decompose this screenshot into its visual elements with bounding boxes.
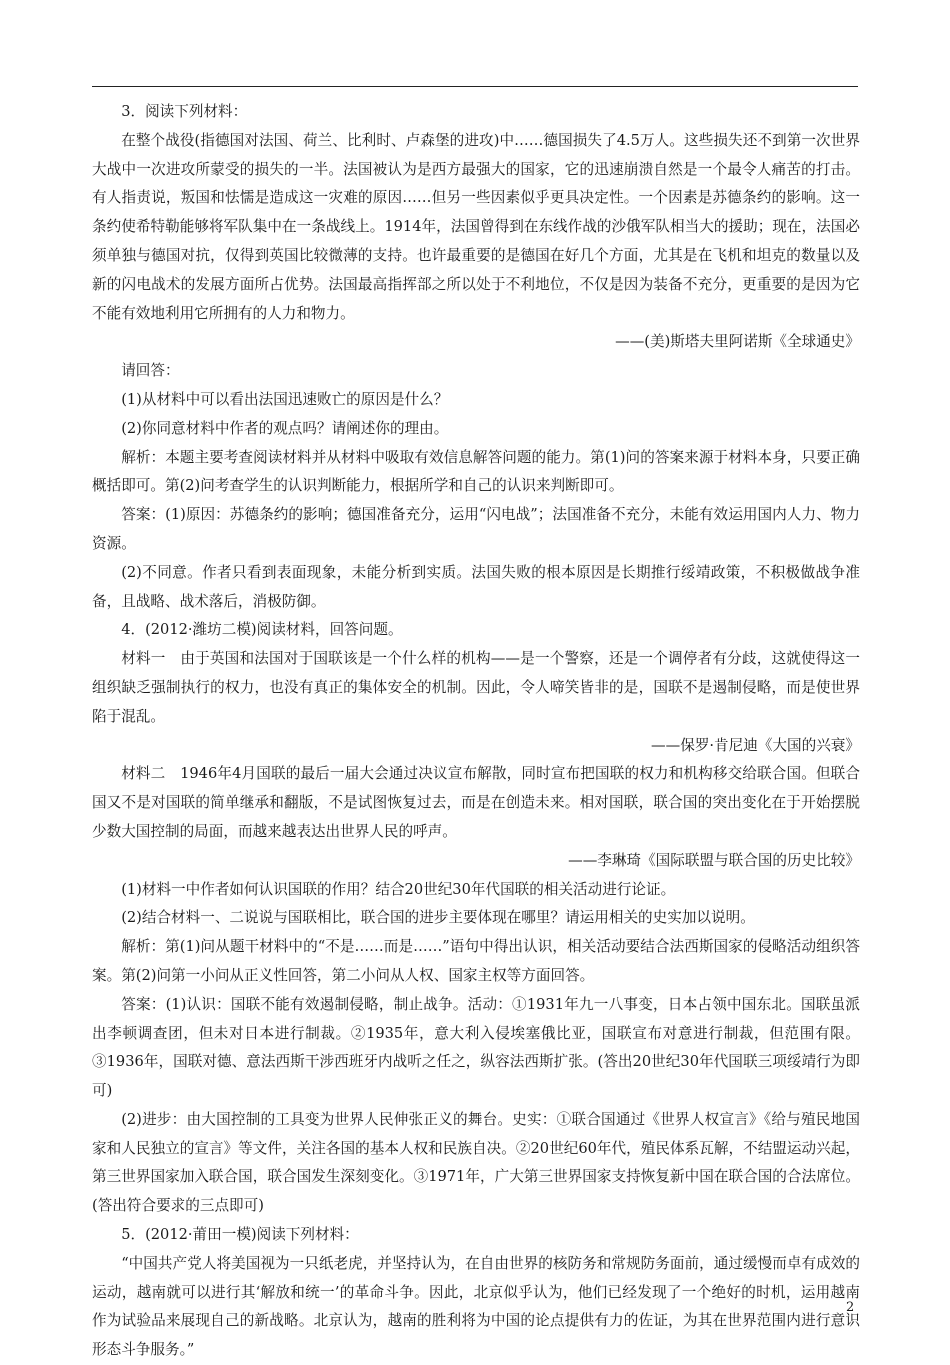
q3-answer1: 答案：(1)原因：苏德条约的影响；德国准备充分，运用“闪电战”；法国准备不充分，未能有效运用国内人力、物力资源。 [92, 506, 860, 552]
q4-material1: 材料一 由于英国和法国对于国联该是一个什么样的机构——是一个警察，还是一个调停者有分歧，这就使得这一组织缺乏强制执行的权力，也没有真正的集体安全的机制。因此，令人啼笑皆非的是，国联不是遏制侵略，而是使世界陷于混乱。 [92, 650, 860, 725]
q4-sub2: (2)结合材料一、二说说与国联相比，联合国的进步主要体现在哪里？请运用相关的史实加以说明。 [121, 909, 755, 927]
q3-answer2: (2)不同意。作者只看到表面现象，未能分析到实质。法国失败的根本原因是长期推行绥靖政策，不积极做战争准备，且战略、战术落后，消极防御。 [92, 563, 860, 610]
page-number: 2 [846, 1300, 855, 1315]
q4-answer2: (2)进步：由大国控制的工具变为世界人民伸张正义的舞台。史实：①联合国通过《世界人权宣言》《给与殖民地国家和人民独立的宣言》等文件，关注各国的基本人权和民族自决。②20世纪60年代，殖民体系瓦解，不结盟运动兴起，第三世界国家加入联合国，联合国发生深刻变化。③1971年，广大第三世界国家支持恢复新中国在联合国的合法席位。(答出符合要求的三点即可) [92, 1110, 860, 1215]
q4-material2: 材料二 1946年4月国联的最后一届大会通过决议宣布解散，同时宣布把国联的权力和机构移交给联合国。但联合国又不是对国联的简单继承和翻版，不是试图恢复过去，而是在创造未来。相对国联，联合国的突出变化在于开始摆脱少数大国控制的局面，而越来越表达出世界人民的呼声。 [92, 765, 860, 840]
q3-analysis: 解析：本题主要考查阅读材料并从材料中吸取有效信息解答问题的能力。第(1)问的答案来源于材料本身，只要正确概括即可。第(2)问考查学生的认识判断能力，根据所学和自己的认识来判断即可。 [92, 448, 860, 495]
q5-material: “中国共产党人将美国视为一只纸老虎，并坚持认为，在自由世界的核防务和常规防务面前，通过缓慢而卓有成效的运动，越南就可以进行其‘解放和统一’的革命斗争。因此，北京似乎认为，他们已经发现了一个绝好的时机，运用越南作为试验品来展现自己的新战略。北京认为，越南的胜利将为中国的论点提供有力的佐证，为其在世界范围内进行意识形态斗争服务。” [92, 1254, 860, 1359]
q3-sub1: (1)从材料中可以看出法国迅速败亡的原因是什么？ [121, 390, 449, 408]
page-content [92, 98, 860, 1365]
header-rule [92, 86, 858, 87]
q3-material: 在整个战役(指德国对法国、荷兰、比利时、卢森堡的进攻)中……德国损失了4.5万人。这些损失还不到第一次世界大战中一次进攻所蒙受的损失的一半。法国被认为是西方最强大的国家，它的迅速崩溃自然是一个最令人痛苦的打击。有人指责说，叛国和怯懦是造成这一灾难的原因……但另一些因素似乎更具决定性。一个因素是苏德条约的影响。这一条约使希特勒能够将军队集中在一条战线上。1914年，法国曾得到在东线作战的沙俄军队相当大的援助；现在，法国必须单独与德国对抗，仅得到英国比较微薄的支持。也许最重要的是德国在好几个方面，尤其是在飞机和坦克的数量以及新的闪电战术的发展方面所占优势。法国最高指挥部之所以处于不利地位，不仅是因为装备不充分，更重要的是因为它不能有效地利用它所拥有的人力和物力。 [92, 131, 860, 322]
q4-heading: 4．(2012·潍坊二模)阅读材料，回答问题。 [121, 621, 403, 639]
q3-prompt: 请回答： [121, 362, 180, 380]
q4-source1: ——保罗·肯尼迪《大国的兴衰》 [651, 736, 860, 754]
q4-answer1: 答案：(1)认识：国联不能有效遏制侵略，制止战争。活动：①1931年九一八事变，日本占领中国东北。国联虽派出李顿调查团，但未对日本进行制裁。②1935年，意大利入侵埃塞俄比亚，国联宣布对意进行制裁，但范围有限。③1936年，国联对德、意法西斯干涉西班牙内战听之任之，纵容法西斯扩张。(答出20世纪30年代国联三项绥靖行为即可) [92, 995, 860, 1100]
q4-source2: ——李琳琦《国际联盟与联合国的历史比较》 [568, 851, 860, 869]
q4-sub1: (1)材料一中作者如何认识国联的作用？结合20世纪30年代国联的相关活动进行论证。 [121, 880, 676, 898]
q3-sub2: (2)你同意材料中作者的观点吗？请阐述你的理由。 [121, 419, 449, 437]
q3-source: ——(美)斯塔夫里阿诺斯《全球通史》 [615, 333, 860, 351]
q3-heading: 3．阅读下列材料： [121, 103, 248, 120]
q4-analysis: 解析：第(1)问从题干材料中的“不是……而是……”语句中得出认识，相关活动要结合法西斯国家的侵略活动组织答案。第(2)问第一小问从正义性回答，第二小问从人权、国家主权等方面回答。 [92, 938, 860, 984]
q5-heading: 5．(2012·莆田一模)阅读下列材料： [121, 1226, 359, 1244]
